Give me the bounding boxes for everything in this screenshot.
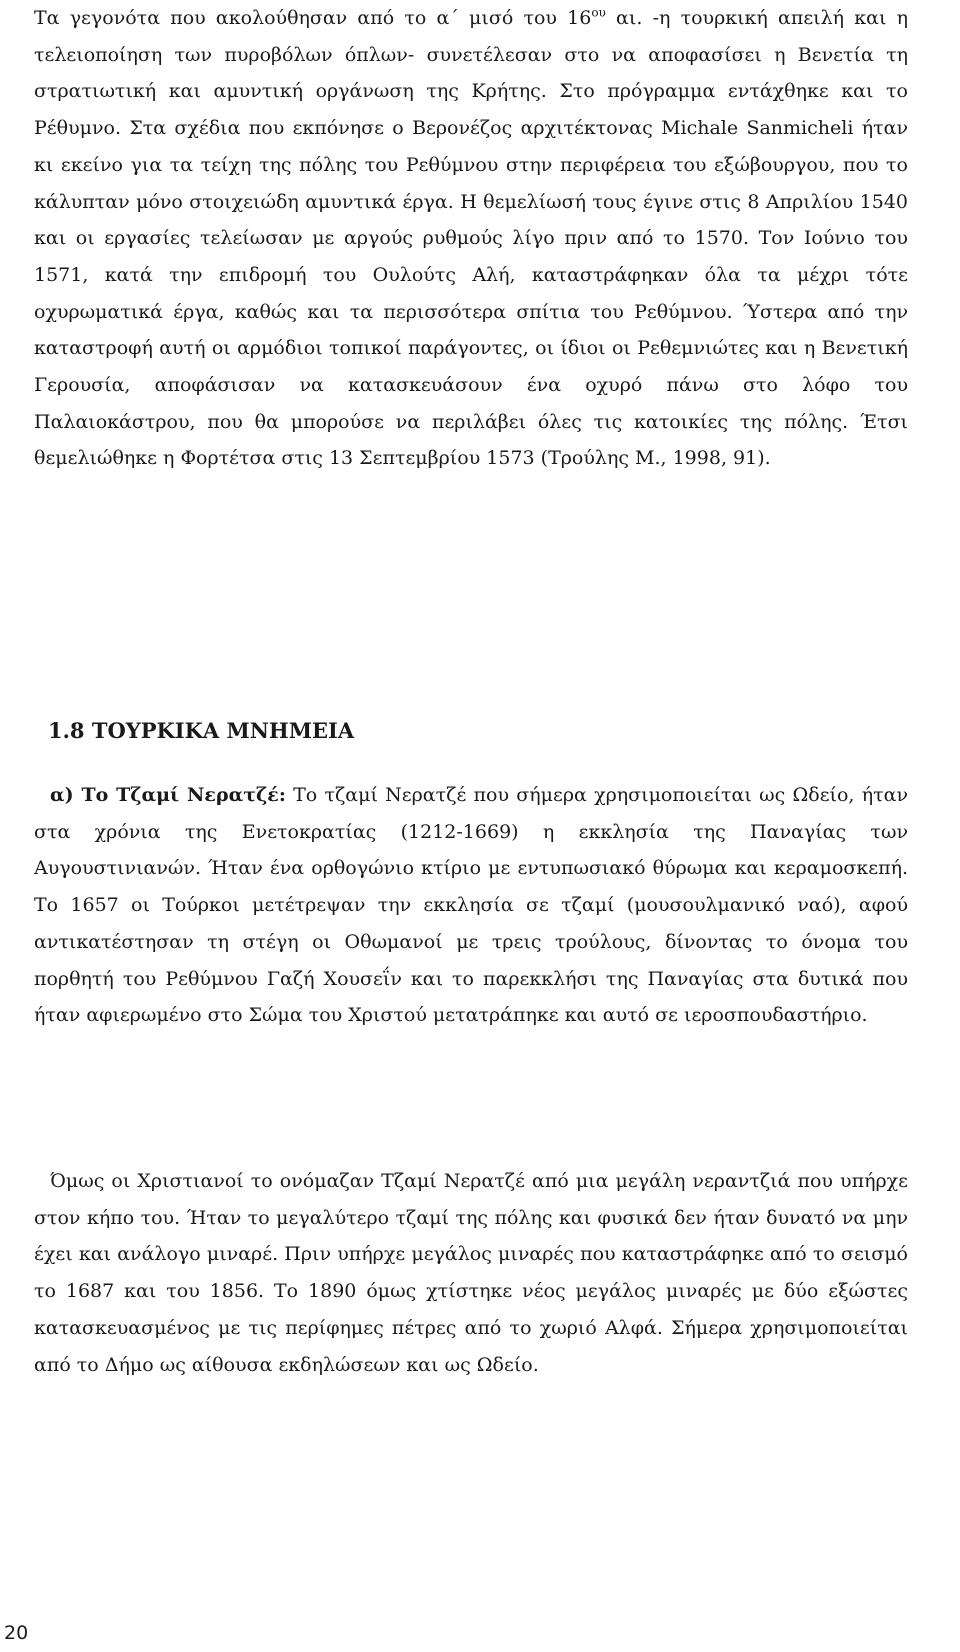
paragraph-minaret — [34, 1163, 908, 1383]
paragraph-3-text: Όμως οι Χριστιανοί το ονόμαζαν Τζαμί Νερατζέ από μια μεγάλη νεραντζιά που υπήρχε στον κήπο του. Ήταν το μεγαλύτερο τζαμί της πόλης και φυσικά δεν ήταν δυνατό να μην έχει και ανάλογο μιναρέ. Πριν υπήρχε μεγάλος μιναρές που καταστράφηκε από το σεισμό το 1687 και του 1856. Το 1890 όμως χτίστηκε νέος μεγάλος μιναρές με δύο εξώστες κατασκευασμένος με τις περίφημες πέτρες από το χωριό Αλφά. Σήμερα χρησιμοποιείται από το Δήμο ως αίθουσα εκδηλώσεων και ως Ωδείο. — [34, 1170, 908, 1376]
paragraph-2-text: Το τζαμί Νερατζέ που σήμερα χρησιμοποιείται ως Ωδείο, ήταν στα χρόνια της Ενετοκρατίας (1212-1669) η εκκλησία της Παναγίας των Αυγουστινιανών. Ήταν ένα ορθογώνιο κτίριο με εντυπωσιακό θύρωμα και κεραμοσκεπή. Το 1657 οι Τούρκοι μετέτρεψαν την εκκλησία σε τζαμί (μουσουλμανικό ναό), αφού αντικατέστησαν τη στέγη οι Οθωμανοί με τρεις τρούλους, δίνοντας το όνομα του πορθητή του Ρεθύμνου Γαζή Χουσεΐν και το παρεκκλήσι της Παναγίας στα δυτικά που ήταν αφιερωμένο στο Σώμα του Χριστού μετατράπηκε και αυτό σε ιεροσπουδαστήριο. — [34, 784, 908, 1027]
century-superscript: ου — [591, 5, 606, 20]
paragraph-neratze-mosque — [34, 777, 908, 1034]
paragraph-1-text-rest: αι. -η τουρκική απειλή και η τελειοποίηση των πυροβόλων όπλων- συνετέλεσαν στο να αποφασίσει η Βενετία τη στρατιωτική και αμυντική οργάνωση της Κρήτης. Στο πρόγραμμα εντάχθηκε και το Ρέθυμνο. Στα σχέδια που εκπόνησε ο Βερονέζος αρχιτέκτονας Michale Sanmicheli ήταν κι εκείνο για τα τείχη της πόλης του Ρεθύμνου στην περιφέρεια του εξώβουργου, που το κάλυπταν μόνο στοιχειώδη αμυντικά έργα. Η θεμελίωσή τους έγινε στις 8 Απριλίου 1540 και οι εργασίες τελείωσαν με αργούς ρυθμούς λίγο πριν από το 1570. Τον Ιούνιο του 1571, κατά την επιδρομή του Ουλούτς Αλή, καταστράφηκαν όλα τα μέχρι τότε οχυρωματικά έργα, καθώς και τα περισσότερα σπίτια του Ρεθύμνου. Ύστερα από την καταστροφή αυτή οι αρμόδιοι τοπικοί παράγοντες, οι ίδιοι οι Ρεθεμνιώτες και η Βενετική Γερουσία, αποφάσισαν να κατασκευάσουν ένα οχυρό πάνω στο λόφο του Παλαιοκάστρου, που θα μπορούσε να περιλάβει όλες τις κατοικίες της πόλης. Έτσι θεμελιώθηκε η Φορτέτσα στις 13 Σεπτεμβρίου 1573 (Τρούλης Μ., 1998, 91). — [34, 7, 908, 470]
paragraph-2-lead: α) Το Τζαμί Νερατζέ: — [50, 784, 286, 806]
paragraph-1-text-start: Τα γεγονότα που ακολούθησαν από το α΄ μισό του 16 — [34, 7, 592, 29]
paragraph-venetian-fortifications — [34, 0, 908, 477]
section-heading: 1.8 ΤΟΥΡΚΙΚΑ ΜΝΗΜΕΙΑ — [48, 718, 355, 743]
page-number: 20 — [4, 1622, 29, 1644]
